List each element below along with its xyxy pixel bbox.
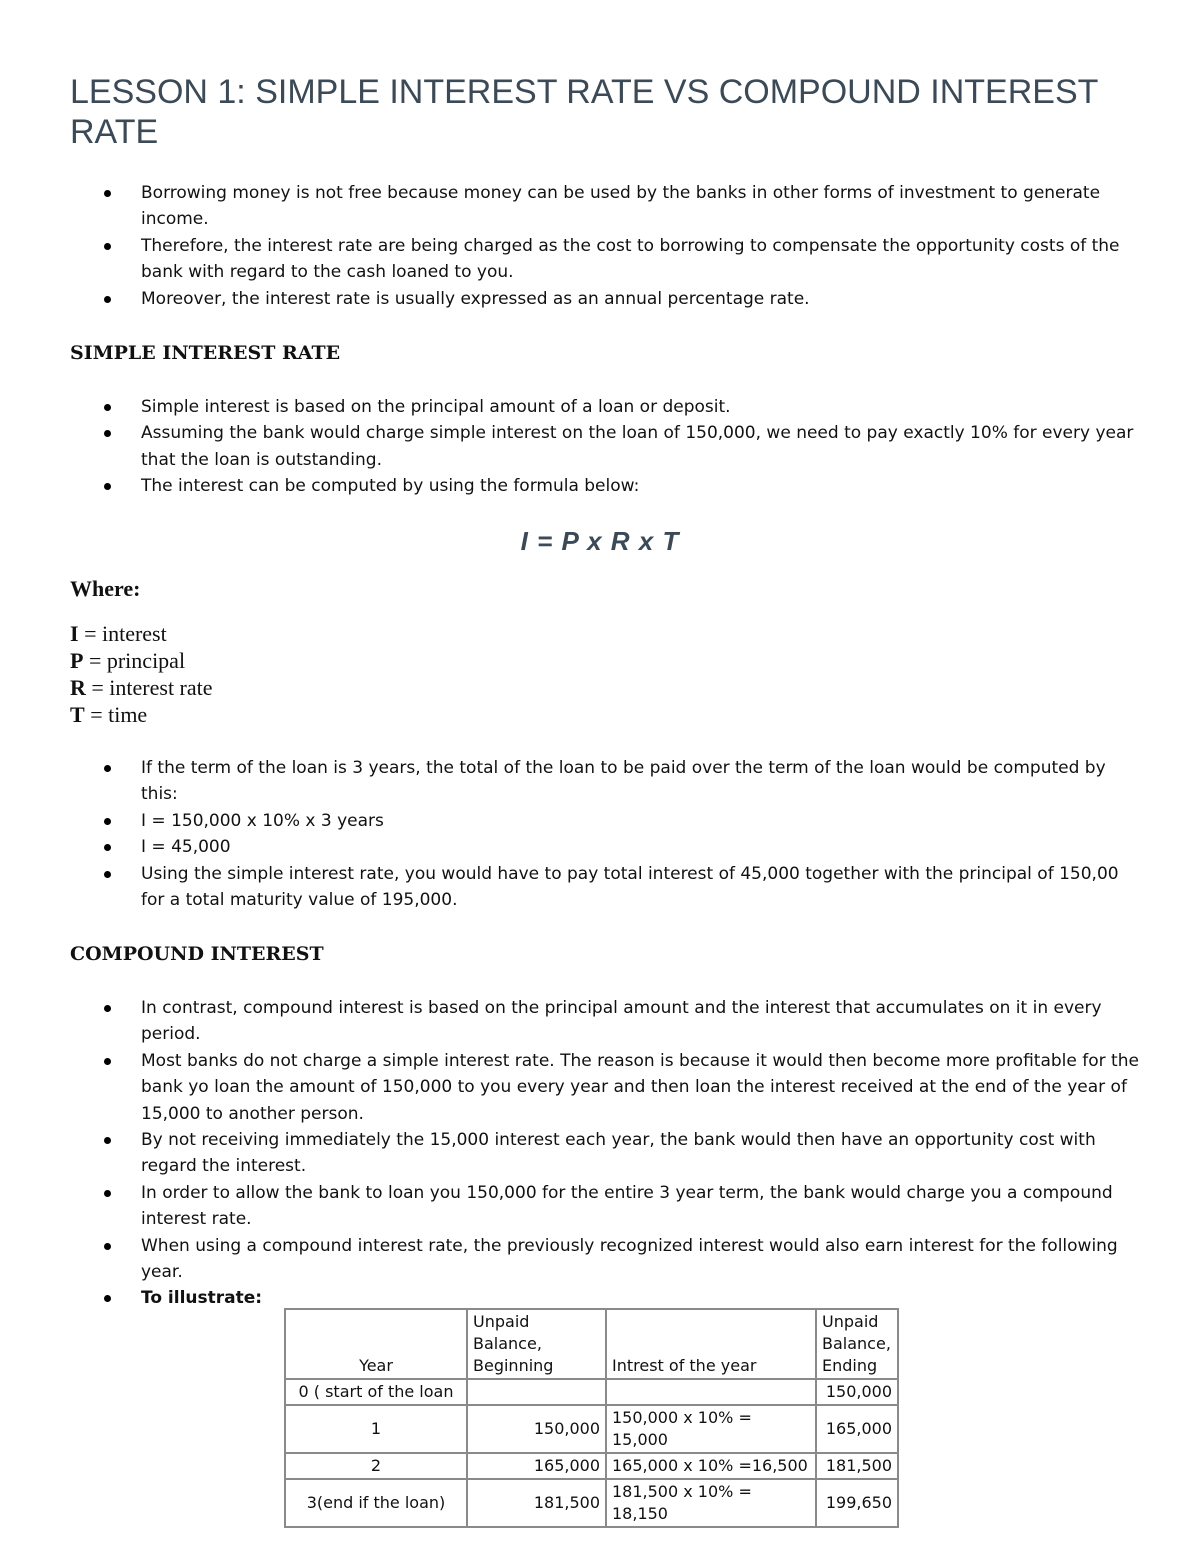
table-cell: 165,000 [816,1405,898,1453]
page-title: LESSON 1: SIMPLE INTEREST RATE VS COMPOUND INTEREST RATE [70,73,1098,151]
bullet-icon [104,243,111,250]
bullet-icon [104,1243,111,1250]
list-item: I = 45,000 [70,834,1140,860]
bullet-icon [104,1190,111,1197]
where-label: Where: [70,576,141,601]
table-cell [606,1379,816,1405]
formula-definitions [70,620,213,728]
bullet-icon [104,765,111,772]
list-item: Using the simple interest rate, you would have to pay total interest of 45,000 together with the principal of 150,00 for a total maturity value of 195,000. [70,861,1140,914]
list-item: By not receiving immediately the 15,000 interest each year, the bank would then have an opportunity cost with regard the interest. [70,1127,1140,1180]
table-cell: 150,000 x 10% = 15,000 [606,1405,816,1453]
table-header-cell: Unpaid Balance, Ending [816,1309,898,1379]
table-row [285,1453,898,1479]
definition-rate: R = interest rate [70,675,213,700]
list-item: To illustrate: [70,1285,1140,1311]
definition-interest: I = interest [70,621,167,646]
table-cell [467,1379,606,1405]
simple-bullet-list [70,394,1140,500]
table-cell: 2 [285,1453,467,1479]
bullet-icon [104,871,111,878]
bullet-icon [104,1295,111,1302]
bullet-icon [104,844,111,851]
bullet-icon [104,296,111,303]
list-item: Most banks do not charge a simple interest rate. The reason is because it would then become more profitable for the bank yo loan the amount of 150,000 to you every year and then loan the interest received at the end of the year of 15,000 to another person. [70,1048,1140,1127]
list-item: If the term of the loan is 3 years, the total of the loan to be paid over the term of the loan would be computed by this: [70,755,1140,808]
table-cell: 199,650 [816,1479,898,1527]
table-cell: 150,000 [467,1405,606,1453]
table-cell: 0 ( start of the loan [285,1379,467,1405]
compound-bullet-list [70,995,1140,1312]
interest-formula: I = P x R x T [520,526,680,556]
list-item: In order to allow the bank to loan you 150,000 for the entire 3 year term, the bank would charge you a compound interest rate. [70,1180,1140,1233]
simple-example-list [70,755,1140,913]
table-cell: 165,000 [467,1453,606,1479]
table-row [285,1479,898,1527]
table-header-cell: Unpaid Balance, Beginning [467,1309,606,1379]
table-cell: 181,500 [467,1479,606,1527]
bullet-icon [104,404,111,411]
list-item: Moreover, the interest rate is usually expressed as an annual percentage rate. [70,286,1140,312]
bullet-icon [104,1005,111,1012]
bullet-icon [104,430,111,437]
list-item: Assuming the bank would charge simple interest on the loan of 150,000, we need to pay exactly 10% for every year that the loan is outstanding. [70,420,1140,473]
table-cell: 150,000 [816,1379,898,1405]
bullet-icon [104,818,111,825]
list-item: I = 150,000 x 10% x 3 years [70,808,1140,834]
simple-interest-heading: SIMPLE INTEREST RATE [70,342,341,364]
bullet-icon [104,1137,111,1144]
compound-interest-heading: COMPOUND INTEREST [70,943,324,965]
table-cell: 3(end if the loan) [285,1479,467,1527]
intro-bullet-list [70,180,1140,312]
bullet-icon [104,190,111,197]
table-row [285,1379,898,1405]
list-item: When using a compound interest rate, the previously recognized interest would also earn interest for the following year. [70,1233,1140,1286]
list-item: Simple interest is based on the principal amount of a loan or deposit. [70,394,1140,420]
table-cell: 181,500 x 10% = 18,150 [606,1479,816,1527]
compound-interest-table [284,1308,899,1528]
list-item: The interest can be computed by using the formula below: [70,473,1140,499]
bullet-icon [104,483,111,490]
table-cell: 1 [285,1405,467,1453]
bullet-icon [104,1058,111,1065]
table-cell: 181,500 [816,1453,898,1479]
list-item: Therefore, the interest rate are being charged as the cost to borrowing to compensate the opportunity costs of the bank with regard to the cash loaned to you. [70,233,1140,286]
table-header-cell: Year [285,1309,467,1379]
list-item: Borrowing money is not free because money can be used by the banks in other forms of investment to generate income. [70,180,1140,233]
table-header-row [285,1309,898,1379]
list-item: In contrast, compound interest is based on the principal amount and the interest that accumulates on it in every period. [70,995,1140,1048]
table-cell: 165,000 x 10% =16,500 [606,1453,816,1479]
definition-principal: P = principal [70,648,186,673]
table-row [285,1405,898,1453]
definition-time: T = time [70,702,148,727]
table-header-cell: Intrest of the year [606,1309,816,1379]
